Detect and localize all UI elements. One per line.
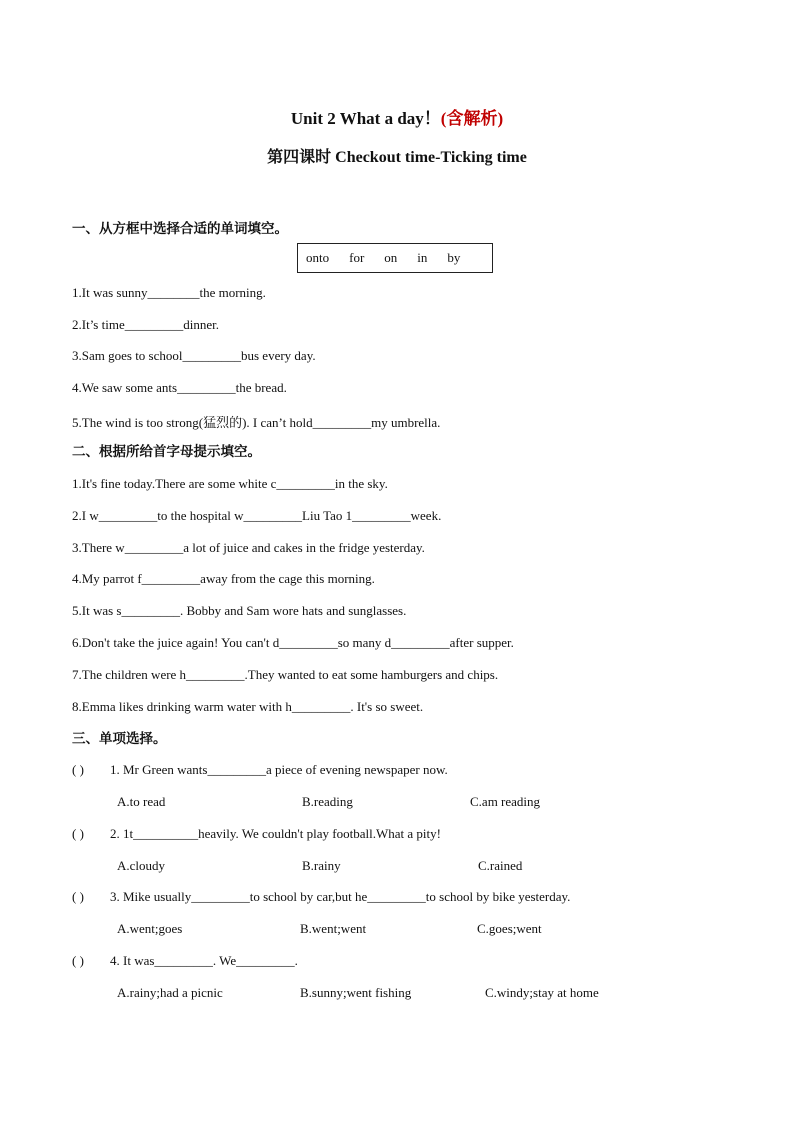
word-box-item: by <box>447 250 461 265</box>
question-stem: 1. Mr Green wants_________a piece of evening newspaper now. <box>110 762 448 777</box>
section1-item: 1.It was sunny________the morning. <box>72 285 266 300</box>
section2-item: 2.I w_________to the hospital w_________Liu Tao 1_________week. <box>72 508 442 523</box>
section1-item: 2.It’s time_________dinner. <box>72 317 219 332</box>
option-b: B.reading <box>302 794 353 809</box>
title-main: Unit 2 What a day！ <box>290 109 441 128</box>
answer-bracket: ( ) <box>72 889 84 904</box>
section2-item: 3.There w_________a lot of juice and cakes in the fridge yesterday. <box>72 540 425 555</box>
section2-item: 6.Don't take the juice again! You can't d_________so many d_________after supper. <box>72 635 514 650</box>
section1-item: 4.We saw some ants_________the bread. <box>72 380 287 395</box>
option-a: A.rainy;had a picnic <box>117 985 223 1000</box>
word-box <box>297 243 493 273</box>
answer-bracket: ( ) <box>72 826 84 841</box>
section2-heading: 二、根据所给首字母提示填空。 <box>72 444 261 460</box>
word-box-item: in <box>417 250 428 265</box>
option-a: A.went;goes <box>117 921 183 936</box>
section2-item: 5.It was s_________. Bobby and Sam wore hats and sunglasses. <box>72 603 407 618</box>
section2-item: 1.It's fine today.There are some white c_________in the sky. <box>72 476 388 491</box>
section2-item: 4.My parrot f_________away from the cage this morning. <box>72 571 375 586</box>
option-c: C.goes;went <box>477 921 542 936</box>
question-stem: 4. It was_________. We_________. <box>110 953 298 968</box>
word-box-item: for <box>349 250 365 265</box>
option-c: C.windy;stay at home <box>485 985 599 1000</box>
option-b: B.went;went <box>300 921 367 936</box>
question-stem: 3. Mike usually_________to school by car,but he_________to school by bike yesterday. <box>110 889 571 904</box>
option-a: A.cloudy <box>117 858 166 873</box>
option-a: A.to read <box>117 794 166 809</box>
page-title <box>0 104 794 129</box>
section1-item: 5.The wind is too strong(猛烈的). I can’t hold_________my umbrella. <box>72 415 441 430</box>
section1-heading: 一、从方框中选择合适的单词填空。 <box>72 221 288 237</box>
option-b: B.rainy <box>302 858 341 873</box>
question-stem: 2. 1t__________heavily. We couldn't play football.What a pity! <box>110 826 441 841</box>
answer-bracket: ( ) <box>72 762 84 777</box>
answer-bracket: ( ) <box>72 953 84 968</box>
option-c: C.rained <box>478 858 523 873</box>
section3-heading: 三、单项选择。 <box>72 731 167 747</box>
section1-item: 3.Sam goes to school_________bus every day. <box>72 348 316 363</box>
title-note: (含解析) <box>440 109 504 128</box>
section2-item: 8.Emma likes drinking warm water with h_________. It's so sweet. <box>72 699 424 714</box>
word-box-item: on <box>384 250 398 265</box>
word-box-item: onto <box>306 250 330 265</box>
section2-item: 7.The children were h_________.They wanted to eat some hamburgers and chips. <box>72 667 499 682</box>
option-b: B.sunny;went fishing <box>300 985 412 1000</box>
option-c: C.am reading <box>470 794 541 809</box>
page-subtitle: 第四课时 Checkout time-Ticking time <box>267 149 527 166</box>
